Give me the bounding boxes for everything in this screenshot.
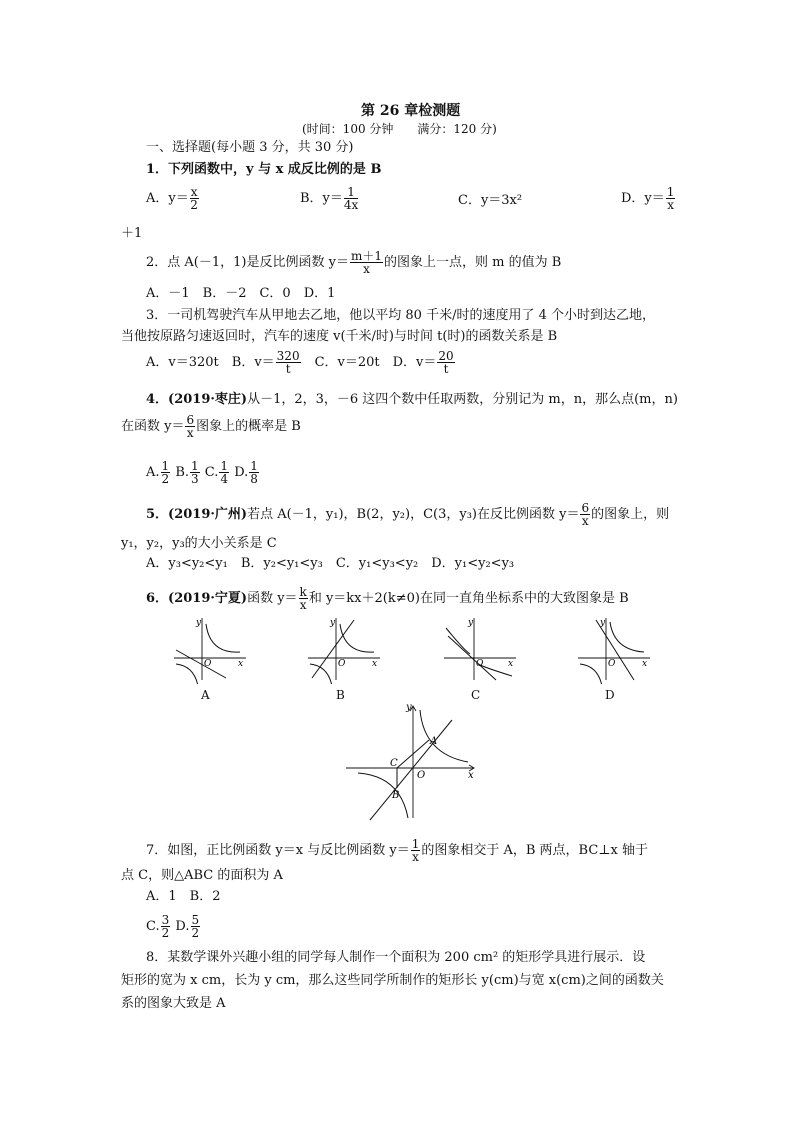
q8-stem-line3: 系的图象大致是 A [121,996,226,1011]
q7-options-cd: C. $\frac{3}{2}$ D. $\frac{5}{2}$ [146,913,200,940]
q3-stem-line1: 3．一司机驾驶汽车从甲地去乙地，他以平均 80 千米/时的速度用了 4 个小时到达乙地， [146,308,655,323]
svg-text:x: x [238,659,244,669]
q7-figure [340,700,480,825]
svg-text:x: x [468,770,474,781]
q6-graph-a [170,614,250,684]
q6-graph-b-label: B [336,688,345,702]
q5-options: A．y₃<y₂<y₁ B．y₂<y₁<y₃ C．y₁<y₃<y₂ D．y₁<y₂<y₃ [146,556,515,571]
q8-stem-line2: 矩形的宽为 x cm，长为 y cm，那么这些同学所制作的矩形长 y(cm)与宽 x(cm)之间的函数关 [121,973,664,988]
exam-info: (时间：100 分钟 满分：120 分) [302,122,497,136]
svg-text:O: O [204,659,212,669]
svg-text:y: y [196,618,202,628]
q4-stem-line2: 在函数 y＝ $\frac{6}{x}$ 图象上的概率是 B [121,413,301,440]
svg-text:x: x [508,659,514,669]
svg-text:y: y [330,618,336,628]
q1-option-d: D．y＝ $\frac{1}{x}$ [621,185,675,212]
svg-text:y: y [468,618,474,628]
svg-text:O: O [476,659,484,669]
q1-stem: 1．下列函数中，y 与 x 成反比例的是 B [146,162,382,177]
svg-text:x: x [642,659,648,669]
q6-graph-c [440,614,520,684]
q3-options: A．v＝320t B．v＝ $\frac{320}{t}$ C．v＝20t D．v＝ $\frac{20}{t}$ [146,349,454,376]
svg-text:x: x [372,659,378,669]
page-title: 第 26 章检测题 [361,103,461,119]
q6-graph-c-label: C [471,688,481,702]
q8-stem-line1: 8．某数学课外兴趣小组的同学每人制作一个面积为 200 cm² 的矩形学具进行展示．设 [146,950,646,965]
svg-text:B: B [392,790,400,801]
svg-text:O: O [417,770,426,781]
q6-graph-a-label: A [201,688,210,702]
q1-option-c: C．y＝3x² [458,193,523,208]
q1-option-a: A．y＝ $\frac{x}{2}$ [146,185,198,212]
svg-text:y: y [600,618,606,628]
svg-text:O: O [338,659,346,669]
svg-text:O: O [608,659,616,669]
q2-options: A．－1 B．－2 C．0 D．1 [146,286,336,301]
svg-text:y: y [406,702,412,713]
q2-stem: 2．点 A(－1，1)是反比例函数 y＝ $\frac{m+1}{x}$ 的图象上一点，则 m 的值为 B [146,249,562,276]
q5-stem-line2: y₁，y₂，y₃的大小关系是 C [121,536,277,551]
q5-stem-line1: 5．(2019·广州)若点 A(－1，y₁)，B(2，y₂)，C(3，y₃)在反比例函数 y＝ $\frac{6}{x}$ 的图象上，则 [146,501,670,528]
q4-options: A. $\frac{1}{2}$ B. $\frac{1}{3}$ C. $\frac{1}{4}$ D. $\frac{1}{8}$ [146,459,258,486]
q6-stem: 6．(2019·宁夏)函数 y＝ $\frac{k}{x}$ 和 y＝kx＋2(k≠0)在同一直角坐标系中的大致图象是 B [146,585,629,612]
q6-graph-b [304,614,384,684]
q6-graph-d-label: D [605,688,615,702]
q6-graph-d [574,614,654,684]
svg-text:A: A [430,736,438,747]
q7-options-ab: A．1 B．2 [146,889,221,904]
q1-option-b: B．y＝ $\frac{1}{4x}$ [300,185,359,212]
q3-stem-line2: 当他按原路匀速返回时，汽车的速度 v(千米/时)与时间 t(时)的函数关系是 B [121,329,558,344]
q4-stem-line1: 4．(2019·枣庄)从－1，2，3，－6 这四个数中任取两数，分别记为 m，n，那么点(m，n) [146,392,678,407]
svg-text:C: C [390,758,398,769]
q7-stem-line2: 点 C，则△ABC 的面积为 A [121,868,283,883]
q1-option-d-continued: ＋1 [121,226,143,241]
q7-stem-line1: 7．如图，正比例函数 y＝x 与反比例函数 y＝ $\frac{1}{x}$ 的图象相交于 A，B 两点，BC⊥x 轴于 [146,837,648,864]
section-heading: 一、选择题(每小题 3 分，共 30 分) [146,140,354,155]
